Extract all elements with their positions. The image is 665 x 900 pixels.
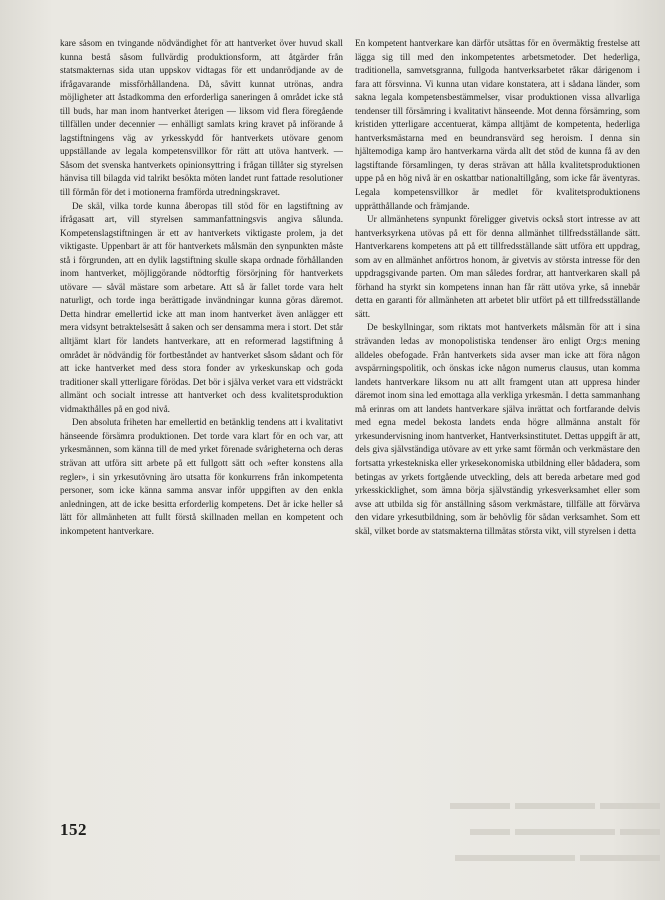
paragraph: De beskyllningar, som riktats mot hantverkets målsmän för att i sina strävanden ledas av monopolistiska tendenser äro enligt Org:s mening alldeles obefogade. Från hantverkets sida avser man icke att föra någon avspärrningspolitik, och önskas icke någon numerus clausus, utan komma landets hantverkare liksom nu att allt framgent utan att uppresa hinder däremot inom sina led emottaga alla verkliga yrkesmän. I detta sammanhang må erinras om att landets hantverkare själva inrättat och fortfarande delvis med egna medel bekosta landets enda högre allmänna anstalt för yrkesundervisning inom hantverket, Hantverksinstitutet. Dettas uppgift är att, dels giva självständiga utövare av ett yrke samt förmån och verkmästare den fortsatta yrkestekniska eller yrkesekonomiska utbildning eller bådadera, som betingas av yrkets fortgående utveckling, dels att bereda arbetare med god yrkesskicklighet, som ämna börja självständig yrkesverksamhet eller som avse att utbilda sig för anställning såsom verkmästare, tillfälle att förvärva den vidare yrkesutbildning, som är behövlig för sådan verksamhet. Som ett skäl, vilket borde av statsmakterna tillmätas största vikt, vill styrelsen i detta <box>355 322 640 536</box>
page-number: 152 <box>60 820 87 839</box>
paragraph: Ur allmänhetens synpunkt föreligger givetvis också stort intresse av att hantverksyrkena utövas på ett för denna allmänhet tillfredsställande sätt. Hantverkarens kompetens att på ett tillfredsställande sätt utföra ett uppdrag, som av en allmänhet anförtros honom, är givetvis av största intresse för den uppdragsgivande parten. Om man således fordrar, att hantverkaren skall på förhand ha styrkt sin kompetens innan han får rätt utöva yrke, så innebär detta en garanti för allmänheten att arbetet blir utfört på ett tillfredsställande sätt. <box>355 214 640 319</box>
paragraph: De skäl, vilka torde kunna åberopas till stöd för en lagstiftning av ifrågasatt art, vill styrelsen sammanfattningsvis angiva sålunda. Kompetenslagstiftningen är ett av hantverkets viktigaste prolem, ja det viktigaste. Uppenbart är att för hantverkets målsmän den synpunkten måste stå i förgrunden, att en dylik lagstiftning skulle skapa ordnade förhållanden inom hantverket, möjliggörande nödtorftig försörjning för hantverkets utövare — såväl mästare som arbetare. Att så är fallet torde vara helt naturligt, och torde inga berättigade invändningar kunna göras däremot. Detta hindrar emellertid icke att man inom hantverket även anlägger ett mera vidsynt betraktelsesätt å saken och ser densamma mera i stort. Det står alltjämt klart för landets hantverkare, att en reformerad lagstiftning å området är nödvändig för fortbeståndet av hantverket såsom sådant och för att icke hantverket med dess stora fonder av yrkeskunskap och goda traditioner skall ytterligare förödas. Det bör i själva verket vara ett vidsträckt allmänt och socialt intresse att hantverket och dess kvalitetsproduktion vidmakthålles på en god nivå. <box>60 200 343 414</box>
paragraph: kare såsom en tvingande nödvändighet för att hantverket över huvud skall kunna bestå såsom fullvärdig produktionsform, att åtgärder från statsmakternas sida utan uppskov vidtagas för ett undanrödjande av de ifrågavarande missförhållandena. Då, såvitt kunnat utrönas, andra möjligheter att åstadkomma den erforderliga saneringen å området icke stå till buds, har man inom hantverket återigen — liksom vid flera föregående tillfällen under decennier — enhälligt samlats kring kravet på införande å lagstiftningens väg av yrkesskydd för hantverkets utövare genom uppställande av legala kompetensvillkor för rätt att utöva hantverk. — Såsom det svenska hantverkets opinionsyttring i frågan tillåter sig styrelsen hänvisa till bilagda vid talrikt besökta möten landet runt fattade resolutioner till förmån för det i motionerna framförda utredningskravet. <box>60 38 343 198</box>
right-text-column <box>355 37 640 538</box>
bleed-through-text: ▬▬▬ ▬▬▬▬ ▬▬▬ ▬▬ ▬▬▬▬▬ ▬▬ ▬▬▬▬ ▬▬▬▬▬▬ <box>450 792 660 866</box>
left-text-column <box>60 37 343 538</box>
paragraph: En kompetent hantverkare kan därför utsättas för en övermäktig frestelse att lägga sig till med den inkompetentes arbetsmetoder. Det hederliga, traditionella, samvetsgranna, fullgoda hantverksarbetet råkar därigenom i fara att försvinna. Vi kunna utan vidare konstatera, att i sådana länder, som sakna legala kompetensbestämmelser, visar produktionen vissa allvarliga tendenser till försämring i kvalitativt hänseende. Mot denna försämring, som kristiden ytterligare accentuerat, kämpa alltjämt de kompetenta, hederliga hantverksmästarna med en beundransvärd seg heroism. I denna sin hjältemodiga kamp äro hantverkarna värda allt det stöd de kunna få av den lagstiftande församlingen, ty deras strävan att hålla kvalitetsproduktionen uppe på en hög nivå är en oskattbar nationaltillgång, som icke får äventyras. Legala kompetensvillkor är medlet för kvalitetsproduktionens upprätthållande och främjande. <box>355 38 640 211</box>
paragraph: Den absoluta friheten har emellertid en betänklig tendens att i kvalitativt hänseende försämra produktionen. Det torde vara klart för en och var, att yrkesmännen, som känna till de med yrket förenade svårigheterna och deras strävan att utföra sitt arbete på ett fullgott sätt och »efter konstens alla regler», i sin yrkesutövning äro utsatta för konkurrens från inkompetenta personer, som icke känna samma ansvar inför uppgiften av den enkla anledningen, att de icke besitta erforderlig kompetens. Det är icke heller så lätt för allmänheten att fullt förstå skillnaden mellan en kompetent och inkompetent hantverkare. <box>60 417 343 536</box>
